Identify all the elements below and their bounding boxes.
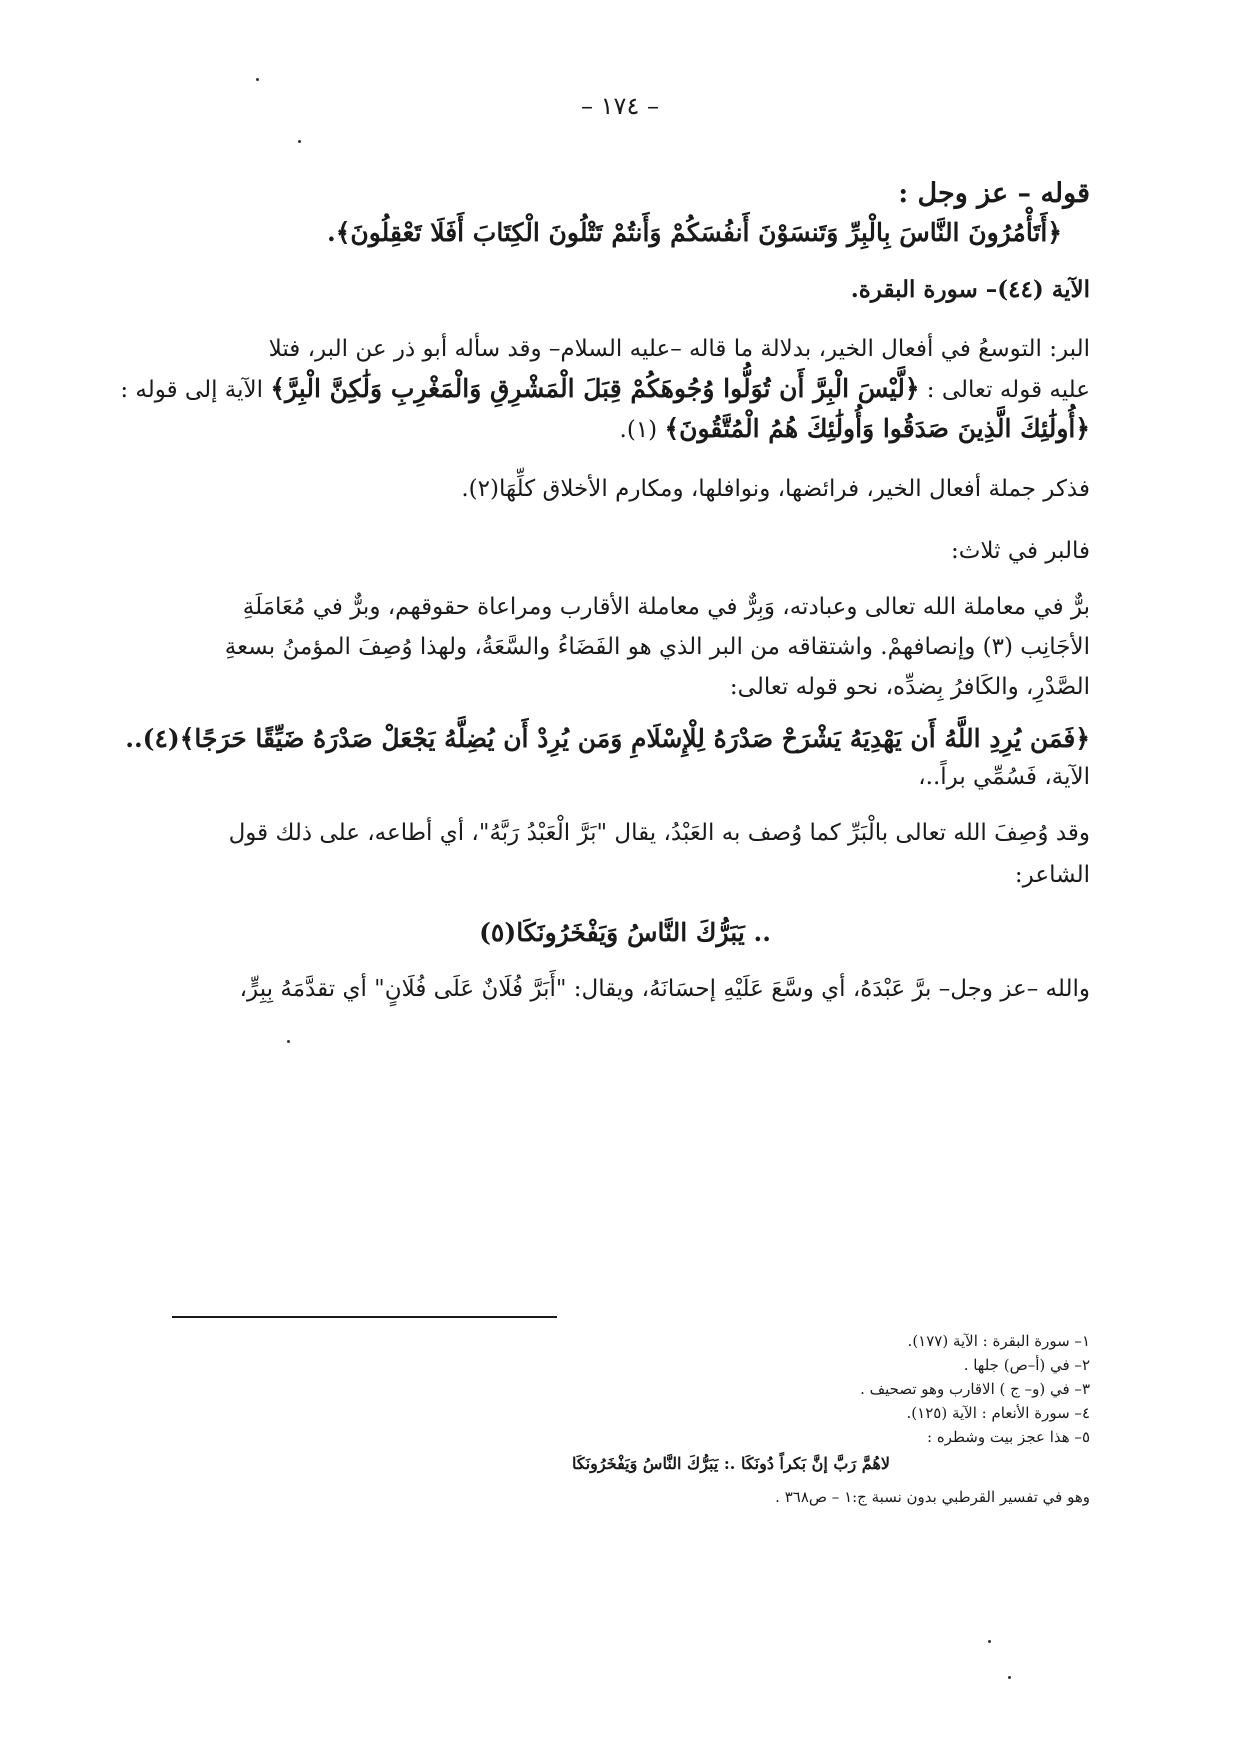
para1-line3 bbox=[160, 416, 1090, 478]
main-text bbox=[120, 178, 1090, 1018]
para4-line2: الأجَانِب (٣) وإنصافهمْ. واشتقاقه من البر الذي هو الفَضَاءُ والسَّعَةُ، ولهذا وُصِفَ المؤمنُ بسعةِ bbox=[224, 634, 1090, 660]
section-heading: قوله – عز وجل : bbox=[898, 178, 1090, 209]
footnote-4: ٤– سورة الأنعام : الآية (١٢٥). bbox=[906, 1404, 1090, 1422]
footnote-3: ٣– في (و– ج ) الاقارب وهو تصحيف . bbox=[860, 1380, 1090, 1398]
verse2-continuation: الآية، فَسُمِّي براً..، bbox=[918, 764, 1090, 790]
verse-reference: الآية (٤٤)– سورة البقرة. bbox=[850, 276, 1090, 303]
para6: والله –عز وجل– برَّ عَبْدَهُ، أي وسَّعَ عَلَيْهِ إحسَانَهُ، ويقال: "أَبَرَّ فُلَانٌ عَلَى فُلَانٍ" أي تقدَّمَهُ بِبِرٍّ، bbox=[239, 976, 1090, 1002]
scan-speck bbox=[988, 1640, 991, 1643]
footnote-1: ١– سورة البقرة : الآية (١٧٧). bbox=[907, 1332, 1090, 1350]
scan-speck bbox=[298, 140, 301, 143]
para4-line1: برٌّ في معاملة الله تعالى وعبادته، وَبِرٌّ في معاملة الأقارب ومراعاة حقوقهم، وبرٌّ في مُعَامَلَةِ bbox=[242, 594, 1090, 620]
para1-line2-suffix: الآية إلى قوله : bbox=[120, 377, 264, 403]
para2: فذكر جملة أفعال الخير، فرائضها، ونوافلها، ومكارم الأخلاق كلِّهَا(٢). bbox=[461, 476, 1090, 502]
quran-verse-muttaqun: ﴿أُولَٰئِكَ الَّذِينَ صَدَقُوا وَأُولَٰئِكَ هُمُ الْمُتَّقُونَ﴾ bbox=[664, 414, 1090, 443]
para5-line2: الشاعر: bbox=[1014, 862, 1090, 888]
quran-verse-birr: ﴿لَّيْسَ الْبِرَّ أَن تُوَلُّوا وُجُوهَكُمْ قِبَلَ الْمَشْرِقِ وَالْمَغْرِبِ وَلَٰكِنَّ الْبِرَّ﴾ bbox=[270, 374, 920, 403]
para1-line2 bbox=[120, 374, 1090, 416]
para5-line1: وقد وُصِفَ الله تعالى بالْبَرِّ كما وُصف به العَبْدُ، يقال "بَرَّ الْعَبْدُ رَبَّهُ"، أي أطاعه، على ذلك قول bbox=[228, 820, 1090, 846]
footnote-verse: لاهُمَّ رَبَّ إنَّ بَكراً دُونَكَا .: يَبَرُّكَ النَّاسُ وَيَفْخَرُونَكَا bbox=[572, 1454, 890, 1473]
quran-verse-anam: ﴿فَمَن يُرِدِ اللَّهُ أَن يَهْدِيَهُ يَشْرَحْ صَدْرَهُ لِلْإِسْلَامِ وَمَن يُرِدْ أَن يُضِلَّهُ يَجْعَلْ صَدْرَهُ ضَيِّقًا حَرَجًا﴾(٤).. bbox=[125, 724, 1090, 753]
scan-speck bbox=[287, 1040, 290, 1043]
footnote-2: ٢– في (أ–ص) جلها . bbox=[963, 1356, 1090, 1374]
para1-line1: البر: التوسعُ في أفعال الخير، بدلالة ما قاله –عليه السلام– وقد سأله أبو ذر عن البر، فتلا bbox=[268, 336, 1090, 362]
page-number: – ١٧٤ – bbox=[581, 92, 659, 120]
scan-speck bbox=[1008, 1676, 1011, 1679]
para3: فالبر في ثلاث: bbox=[951, 538, 1090, 564]
para1-line2-prefix: عليه قوله تعالى : bbox=[926, 377, 1090, 403]
footnote-source: وهو في تفسير القرطبي بدون نسبة ج:١ – ص٣٦٨ . bbox=[775, 1488, 1090, 1506]
poem-line: .. يَبَرُّكَ النَّاسُ وَيَفْخَرُونَكَا(٥) bbox=[479, 918, 771, 947]
footnotes bbox=[160, 1334, 1090, 1514]
scan-speck bbox=[256, 78, 259, 81]
footnotes-divider bbox=[172, 1316, 557, 1318]
footnote-5: ٥– هذا عجز بيت وشطره : bbox=[927, 1428, 1090, 1446]
footnote-ref-1: (١). bbox=[619, 417, 658, 443]
quran-verse-main: ﴿أَتَأْمُرُونَ النَّاسَ بِالْبِرِّ وَتَنسَوْنَ أَنفُسَكُمْ وَأَنتُمْ تَتْلُونَ الْكِتَابَ أَفَلَا تَعْقِلُونَ﴾. bbox=[327, 218, 1062, 247]
para4-line3: الصَّدْرِ، والكَافرُ بِضدِّه، نحو قوله تعالى: bbox=[729, 674, 1090, 700]
